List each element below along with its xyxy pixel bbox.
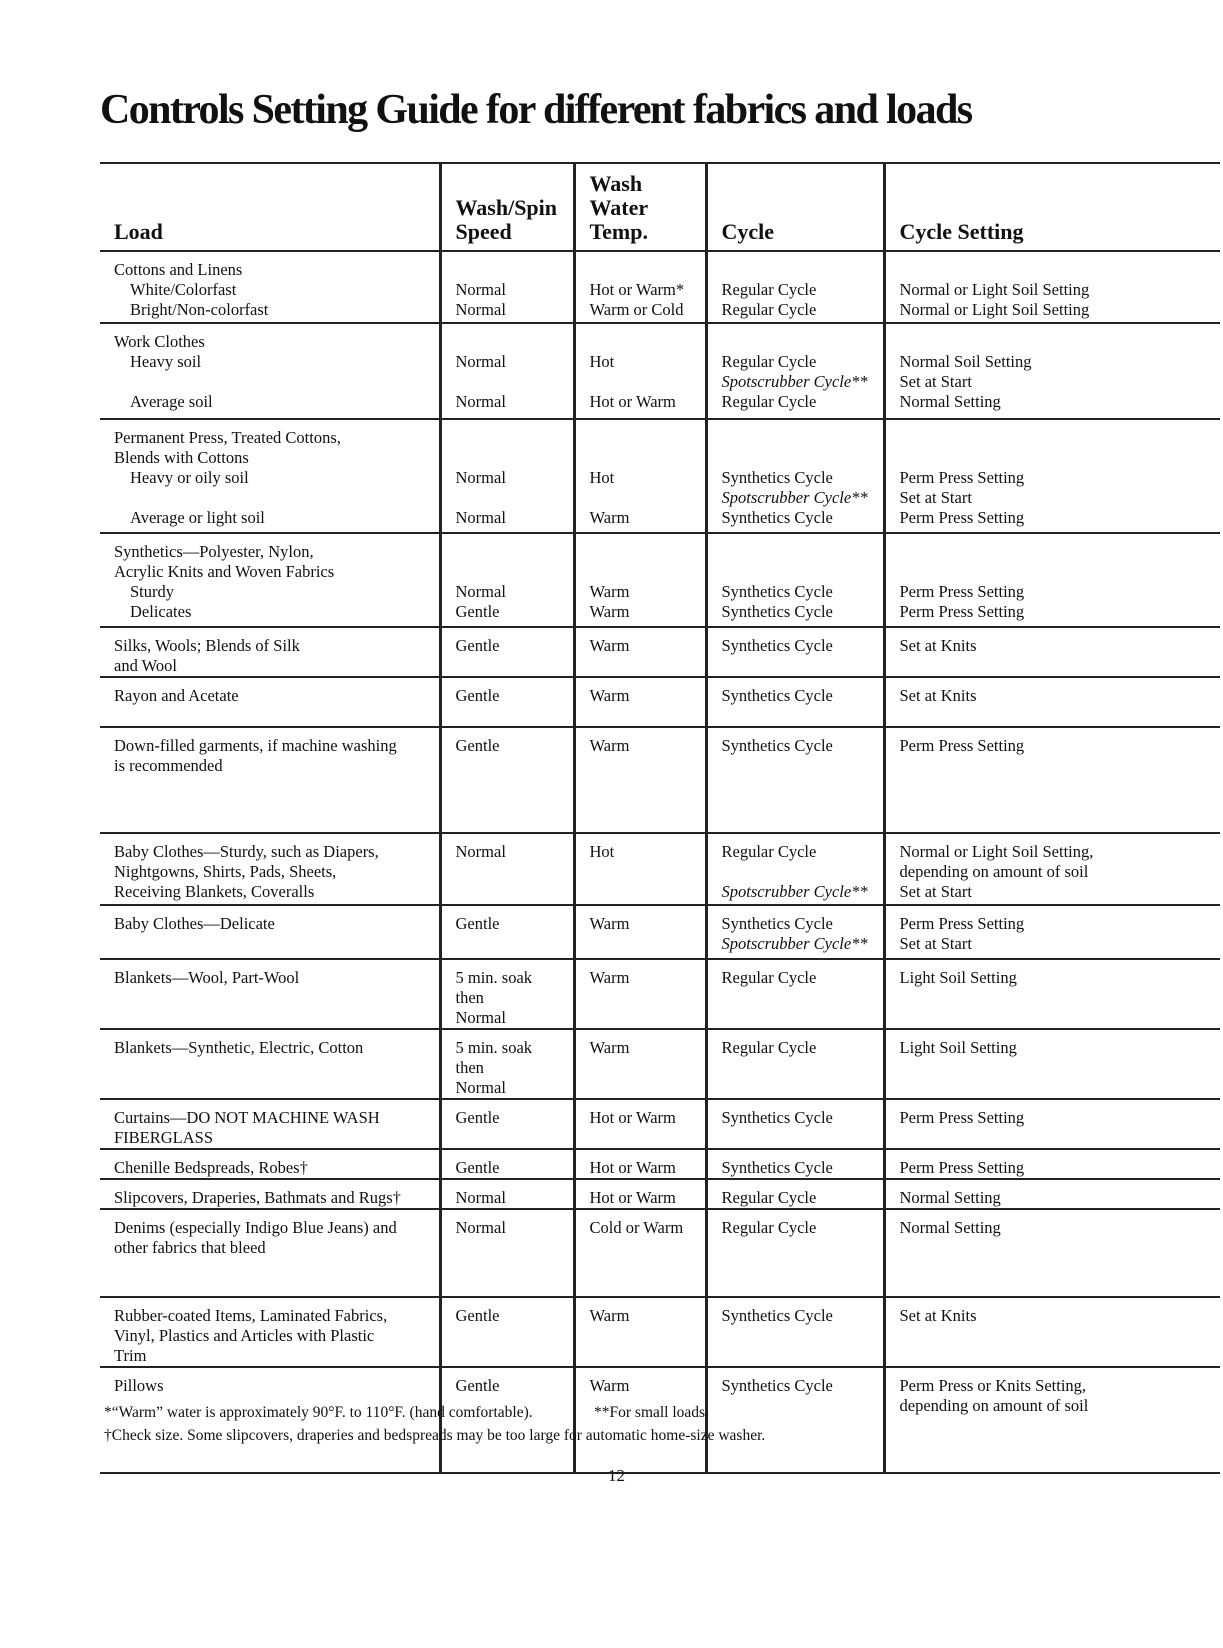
wash-spin-speed-cell [440,727,574,833]
load-cell [100,1209,440,1297]
cycle-cell [706,1209,884,1297]
cell-line: Normal or Light Soil Setting [899,300,1090,319]
cell-line: Denims (especially Indigo Blue Jeans) and [114,1218,397,1237]
table-row [100,1209,1220,1297]
cell-line: Sturdy [130,582,175,601]
cell-line: Nightgowns, Shirts, Pads, Sheets, [114,862,337,881]
cell-line: Trim [114,1346,147,1365]
cell-line: Gentle [455,602,500,621]
wash-spin-speed-cell [440,677,574,727]
cell-line [900,428,1211,448]
table-row [100,959,1220,1029]
cell-line: Hot or Warm [589,392,676,411]
cell-line: Gentle [455,686,500,705]
cell-line [590,562,695,582]
cell-line: Blankets—Synthetic, Electric, Cotton [114,1038,364,1057]
cell-line [722,332,873,352]
cell-line: Regular Cycle [721,1038,817,1057]
cell-line [456,332,563,352]
cycle-setting-cell [884,1029,1220,1099]
cell-line [722,862,873,882]
cycle-setting-cell [884,1297,1220,1367]
cell-line: Heavy or oily soil [130,468,249,487]
wash-water-temp-cell [574,323,706,419]
cycle-cell [706,1149,884,1179]
cell-line: Normal Setting [899,1188,1001,1207]
cell-line: Normal [455,1008,506,1027]
table-row [100,627,1220,677]
cell-line: Perm Press Setting [899,1158,1025,1177]
cell-line: Normal [455,842,506,861]
cycle-cell [706,1029,884,1099]
cell-line: Synthetics Cycle [721,736,833,755]
cell-line: Rubber-coated Items, Laminated Fabrics, [114,1306,388,1325]
table-row [100,251,1220,323]
cell-line: Cold or Warm [589,1218,684,1237]
page-number: 12 [608,1466,625,1485]
cell-line: and Wool [114,656,177,675]
load-cell [100,323,440,419]
wash-water-temp-cell [574,1099,706,1149]
cycle-cell [706,323,884,419]
cell-line [114,488,429,508]
cell-line: Synthetics Cycle [721,914,833,933]
wash-water-temp-cell [574,905,706,959]
wash-water-temp-cell [574,1297,706,1367]
cell-line: Normal [455,508,506,527]
cell-line: Average or light soil [130,508,265,527]
cycle-setting-cell [884,677,1220,727]
load-cell [100,1029,440,1099]
wash-water-temp-cell [574,251,706,323]
table-row [100,533,1220,627]
cell-line: Hot or Warm [589,1108,676,1127]
cell-line: Gentle [455,1306,500,1325]
wash-water-temp-cell [574,1029,706,1099]
load-cell [100,1149,440,1179]
table-row [100,1179,1220,1209]
cell-line [722,542,873,562]
cycle-cell [706,677,884,727]
cell-line: Synthetics Cycle [721,508,833,527]
cell-line: Synthetics Cycle [721,1158,833,1177]
cell-line: Spotscrubber Cycle** [721,882,868,901]
cell-line: Synthetics Cycle [721,1306,833,1325]
cell-line: Perm Press Setting [899,602,1025,621]
cell-line: Baby Clothes—Delicate [114,914,275,933]
cell-line: Warm or Cold [589,300,684,319]
cell-line: Light Soil Setting [899,968,1017,987]
header-wash-spin-speed: Wash/Spin Speed [440,163,574,251]
table-row [100,905,1220,959]
cycle-setting-cell [884,251,1220,323]
cell-line: Hot or Warm [589,1158,676,1177]
cell-line: Gentle [455,1376,500,1395]
cycle-cell [706,833,884,905]
cell-line: Set at Knits [899,1306,977,1325]
cell-line: Set at Start [899,934,972,953]
load-cell [100,1297,440,1367]
wash-spin-speed-cell [440,1029,574,1099]
cell-line: Normal Setting [899,392,1001,411]
cycle-setting-cell [884,1367,1220,1473]
cell-line: Set at Start [899,882,972,901]
table-row [100,1149,1220,1179]
wash-spin-speed-cell [440,905,574,959]
cell-line: Pillows [114,1376,164,1395]
wash-spin-speed-cell [440,323,574,419]
cell-line: Spotscrubber Cycle** [721,488,868,507]
wash-water-temp-cell [574,419,706,533]
cell-line: Receiving Blankets, Coveralls [114,882,315,901]
cell-line: Regular Cycle [721,300,817,319]
cell-line: Perm Press or Knits Setting, [899,1376,1087,1395]
cell-line: Normal [455,280,506,299]
cell-line: Work Clothes [114,332,205,351]
table-row [100,833,1220,905]
wash-water-temp-cell [574,833,706,905]
table-header-row [100,163,1220,251]
cell-line: Average soil [130,392,213,411]
cell-line: Silks, Wools; Blends of Silk [114,636,300,655]
cycle-cell [706,1297,884,1367]
cell-line: Regular Cycle [721,1188,817,1207]
cell-line: Warm [589,1306,630,1325]
cell-line: Perm Press Setting [899,914,1025,933]
cell-line [590,332,695,352]
cell-line: Gentle [455,636,500,655]
cell-line: Normal [455,1188,506,1207]
cell-line: Set at Knits [899,686,977,705]
cell-line [590,372,695,392]
load-cell [100,959,440,1029]
cycle-setting-cell [884,1179,1220,1209]
cell-line: Warm [589,1376,630,1395]
cell-line: Regular Cycle [721,1218,817,1237]
cell-line: Spotscrubber Cycle** [721,372,868,391]
cell-line: Synthetics—Polyester, Nylon, [114,542,314,561]
cell-line [722,448,873,468]
wash-spin-speed-cell [440,1209,574,1297]
cell-line: Perm Press Setting [899,1108,1025,1127]
header-load: Load [100,163,440,251]
cell-line: Gentle [455,736,500,755]
cell-line: Warm [589,508,630,527]
cycle-setting-cell [884,323,1220,419]
cell-line: Normal [455,582,506,601]
cell-line [456,488,563,508]
cell-line: Acrylic Knits and Woven Fabrics [114,562,335,581]
cycle-setting-cell [884,1099,1220,1149]
cell-line: Normal or Light Soil Setting, [899,842,1094,861]
cycle-cell [706,959,884,1029]
cell-line: Normal [455,352,506,371]
cell-line: Heavy soil [130,352,202,371]
cycle-setting-cell [884,627,1220,677]
header-wash-water-temp: Wash Water Temp. [574,163,706,251]
wash-spin-speed-cell [440,1149,574,1179]
cell-line: Warm [589,602,630,621]
cell-line: Perm Press Setting [899,582,1025,601]
wash-spin-speed-cell [440,627,574,677]
page-title: Controls Setting Guide for different fabrics and loads [100,87,972,133]
cell-line [456,260,563,280]
wash-water-temp-cell [574,1209,706,1297]
cycle-setting-cell [884,905,1220,959]
cell-line: Gentle [455,1108,500,1127]
wash-spin-speed-cell [440,533,574,627]
wash-spin-speed-cell [440,419,574,533]
header-cycle-setting: Cycle Setting [884,163,1220,251]
cell-line: depending on amount of soil [899,862,1089,881]
wash-spin-speed-cell [440,1297,574,1367]
cell-line: Normal [455,1218,506,1237]
cycle-setting-cell [884,1209,1220,1297]
cell-line: Warm [589,1038,630,1057]
cell-line [900,562,1211,582]
cell-line: Warm [589,686,630,705]
cycle-cell [706,627,884,677]
wash-water-temp-cell [574,1179,706,1209]
cell-line: Chenille Bedspreads, Robes† [114,1158,308,1177]
cell-line: Normal [455,468,506,487]
cycle-cell [706,905,884,959]
cycle-setting-cell [884,833,1220,905]
load-cell [100,251,440,323]
table-row [100,1099,1220,1149]
cell-line [114,372,429,392]
cell-line [900,542,1211,562]
controls-setting-table [100,162,1220,1474]
table-row [100,677,1220,727]
cycle-setting-cell [884,419,1220,533]
cell-line: Perm Press Setting [899,736,1025,755]
cell-line: Cottons and Linens [114,260,243,279]
cell-line: Regular Cycle [721,842,817,861]
cell-line: Perm Press Setting [899,508,1025,527]
cell-line [456,542,563,562]
cell-line: Synthetics Cycle [721,602,833,621]
cell-line [722,562,873,582]
cycle-setting-cell [884,727,1220,833]
wash-spin-speed-cell [440,833,574,905]
load-cell [100,627,440,677]
cell-line: Bright/Non-colorfast [130,300,269,319]
wash-spin-speed-cell [440,1099,574,1149]
load-cell [100,905,440,959]
cycle-cell [706,727,884,833]
cell-line: Baby Clothes—Sturdy, such as Diapers, [114,842,379,861]
cell-line: Curtains—DO NOT MACHINE WASH [114,1108,380,1127]
load-cell [100,1179,440,1209]
footnote-check-size: †Check size. Some slipcovers, draperies and bedspreads may be too large for automatic home-size washer. [104,1427,766,1444]
cell-line: Regular Cycle [721,352,817,371]
cell-line [900,260,1211,280]
cell-line: Regular Cycle [721,392,817,411]
wash-spin-speed-cell [440,959,574,1029]
wash-water-temp-cell [574,627,706,677]
cell-line: Regular Cycle [721,280,817,299]
cell-line [456,372,563,392]
cell-line: Warm [589,636,630,655]
cell-line: Regular Cycle [721,968,817,987]
footnote-warm-water: *“Warm” water is approximately 90°F. to 110°F. (hand comfortable). [104,1404,533,1421]
cell-line: Light Soil Setting [899,1038,1017,1057]
cell-line: depending on amount of soil [899,1396,1089,1415]
wash-water-temp-cell [574,1149,706,1179]
cell-line: Normal [455,392,506,411]
load-cell [100,833,440,905]
table-row [100,727,1220,833]
cell-line: is recommended [114,756,223,775]
cycle-cell [706,533,884,627]
cell-line: Blankets—Wool, Part-Wool [114,968,300,987]
cycle-setting-cell [884,959,1220,1029]
cell-line: Synthetics Cycle [721,686,833,705]
cell-line: Vinyl, Plastics and Articles with Plastic [114,1326,375,1345]
cell-line [456,448,563,468]
table-row [100,1029,1220,1099]
cell-line: Normal Setting [899,1218,1001,1237]
cell-line [456,562,563,582]
cell-line [456,428,563,448]
table-row [100,1297,1220,1367]
cell-line: Hot or Warm [589,1188,676,1207]
cell-line: Normal Soil Setting [899,352,1032,371]
cycle-cell [706,1179,884,1209]
cell-line: Synthetics Cycle [721,582,833,601]
cell-line: Permanent Press, Treated Cottons, [114,428,341,447]
load-cell [100,677,440,727]
load-cell [100,533,440,627]
cell-line [590,542,695,562]
cell-line: Normal [455,1078,506,1097]
cycle-cell [706,1367,884,1473]
table-body [100,251,1220,1473]
cell-line: Set at Knits [899,636,977,655]
cell-line [590,448,695,468]
cell-line [900,332,1211,352]
footnote-small-loads: **For small loads. [594,1404,709,1421]
load-cell [100,1099,440,1149]
cell-line: Synthetics Cycle [721,1108,833,1127]
table-row [100,323,1220,419]
cell-line [722,260,873,280]
cell-line: 5 min. soak then [455,968,533,1007]
cell-line: Warm [589,968,630,987]
cycle-setting-cell [884,533,1220,627]
wash-water-temp-cell [574,727,706,833]
cell-line: Delicates [130,602,192,621]
wash-water-temp-cell [574,533,706,627]
cell-line: Gentle [455,1158,500,1177]
cycle-cell [706,419,884,533]
cell-line: Set at Start [899,372,972,391]
cell-line: Blends with Cottons [114,448,249,467]
wash-spin-speed-cell [440,251,574,323]
cycle-cell [706,1099,884,1149]
cell-line: FIBERGLASS [114,1128,214,1147]
cell-line: Hot or Warm* [589,280,685,299]
cell-line [590,428,695,448]
cell-line: Hot [589,468,615,487]
cell-line [722,428,873,448]
cell-line: Rayon and Acetate [114,686,239,705]
cell-line: Warm [589,914,630,933]
cell-line: Normal [455,300,506,319]
cycle-cell [706,251,884,323]
cell-line [590,260,695,280]
cell-line: Set at Start [899,488,972,507]
wash-water-temp-cell [574,677,706,727]
cell-line: Perm Press Setting [899,468,1025,487]
header-cycle: Cycle [706,163,884,251]
cell-line: Synthetics Cycle [721,468,833,487]
cell-line: Down-filled garments, if machine washing [114,736,397,755]
cell-line: Spotscrubber Cycle** [721,934,868,953]
cell-line: White/Colorfast [130,280,237,299]
cell-line: Slipcovers, Draperies, Bathmats and Rugs† [114,1188,401,1207]
cell-line: Synthetics Cycle [721,636,833,655]
cell-line: Synthetics Cycle [721,1376,833,1395]
table-row [100,419,1220,533]
cell-line [590,488,695,508]
load-cell [100,419,440,533]
cell-line: Gentle [455,914,500,933]
cell-line [900,448,1211,468]
cell-line: Warm [589,736,630,755]
cycle-setting-cell [884,1149,1220,1179]
cell-line: Hot [589,842,615,861]
load-cell [100,727,440,833]
cell-line: Normal or Light Soil Setting [899,280,1090,299]
cell-line: Warm [589,582,630,601]
wash-spin-speed-cell [440,1179,574,1209]
cell-line: Hot [589,352,615,371]
cell-line: other fabrics that bleed [114,1238,266,1257]
wash-water-temp-cell [574,959,706,1029]
cell-line: 5 min. soak then [455,1038,533,1077]
